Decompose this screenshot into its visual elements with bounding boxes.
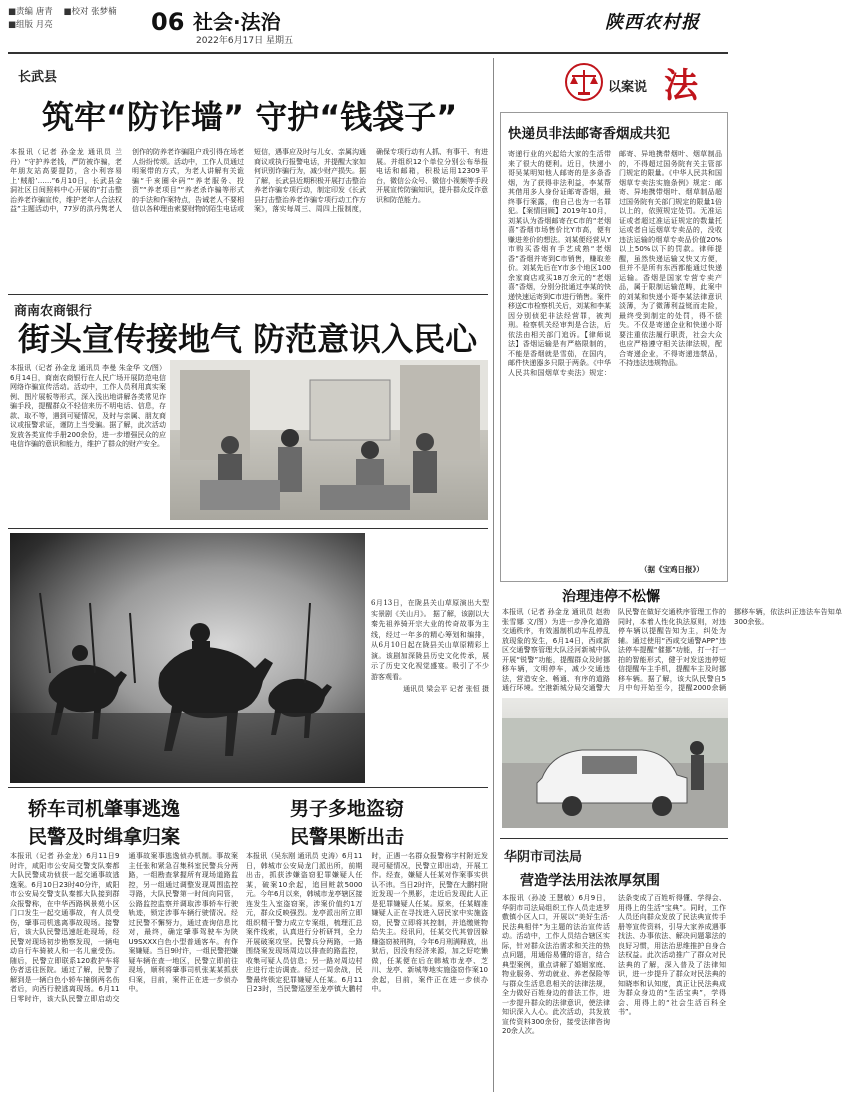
scales-icon xyxy=(564,62,604,102)
layout-credit: ■组版 月亮 xyxy=(8,20,53,30)
logo-big-char: 法 xyxy=(664,66,698,106)
headline: 筑牢“防诈墙” 守护“钱袋子” xyxy=(42,98,458,136)
divider xyxy=(500,838,728,839)
issue-date: 2022年6月17日 星期五 xyxy=(196,36,293,46)
street-campaign-photo xyxy=(170,360,488,520)
section-title: 社会·法治 xyxy=(193,10,281,34)
headline-line1: 男子多地盗窃 xyxy=(290,798,405,820)
headline-line2: 民警及时缉拿归案 xyxy=(28,826,181,848)
caption-text: 6月13日，在陇县关山草原演出大型实景剧《关山月》。 据了解，该剧以大秦先祖养骑开宗大业的传奇故事为主线，经过一年多的精心筹划和编排，从6月10日起在陇县关山草原精彩上演。该剧加深陇县历史文化传承，展示了历史文化视觉盛宴。吸引了不少游客观看。 xyxy=(371,599,489,681)
headline: 营造学法用法浓厚氛围 xyxy=(520,873,660,889)
article-body: 本报讯（记者 孙金龙 通讯员 李曼 朱金华 文/图）6月14日，商南农商银行在人民广场开展防范电信网络诈骗宣传活动。活动中，工作人员利用真实案例、图片展板等形式，深入浅出地讲解各类常见诈骗手段，提醒群众不轻信来历不明电话、信息，存款、取不等，遇到可疑情况，及时与亲属、朋友商议或报警求证，谨防上当受骗。据了解，此次活动发放各类宣传手册200余份，进一步增强民众的应电信诈骗的意识和能力，维护了群众的财产安全。 xyxy=(10,364,166,448)
logo-text: 以案说 xyxy=(608,80,648,95)
paper-logo: 陕西农村报 xyxy=(605,12,700,33)
headline: 治理违停不松懈 xyxy=(562,589,660,605)
proof-credit: ■校对 张梦楠 xyxy=(63,7,117,17)
article-body-continued: 法条变成了百姓听得懂、学得会、用得上的生活“宝典”。同时，工作人员还向群众发放了民法典宣传手册等宣传资料，引导大家养成遇事找法、办事依法、解决问题靠法的良好习惯，用法治思维推护自身合法权益。此次活动推广了群众对民法典的了解，深入普及了法律知识，进一步提升了群众对民法典的知晓率和认知度，真正让民法典成为群众身边的“生活宝典”，学得会、用得上的“社会生活百科全书”。 xyxy=(618,894,726,1016)
source-credit: （据《宝鸡日报》） xyxy=(640,565,704,574)
article-body: 本报讯（记者 孙金龙 通讯员 赵勃 张雪娜 文/图）为进一步净化道路交通秩序，有效遏制机动车乱停乱放现象的发生，6月14日，西咸新区交通警察管理大队泾河新城中队开展“锐警”功能，提醒群众及时挪移车辆，文明停车，减少交通违法，营造安全、畅通、有序的道路通行环境。空港新城分局交通警大队民警在做好交通秩序管理工作的同时，本着人性化执法原则，对违停车辆以提醒告知为主，纠处为辅。通过使用“西咸交通警APP”违法停车提醒“催挪”功能，打一打一拍的智能形式，健于对发送违停短信提醒车主手机，提醒车主及时挪移车辆。据了解，该大队民警自5月中旬开始至今，提醒2000余辆挪移车辆，依法纠正违法车告知单300余张。 xyxy=(502,608,842,692)
region-label: 长武县 xyxy=(18,70,58,85)
article-body: 本报讯（记者 孙金龙）6月11日9时许，咸阳市公安局交警支队秦都大队民警成功侦获一起交通事故逃逸案。6月10日23时40分许，咸阳市公安局交警支队秦都大队接到群众报警称，在中华西路枫景苑小区门口发生一起交通事故，有人员受伤，肇事司机逃离事故现场。接警后，该大队民警迅速赶赴现场，经民警对现场初步勘察发现，一辆电动自行车骑被人和一名儿童受伤。随后，民警立即联系120救护车将伤者送往医院。通过了解，民警了解到是一辆白色小轿车撞倒两名伤者后，向西行驶逃离现场。6月11日零时许，该大队民警立即启动交通事故案事逃逸侦办机制。事故案主任张和紧急召集科室民警兵分两路，一组勘查掌握所有现场道路监控，另一组通过调整发现周围监控寻路，大队民警第一时间向同管，公路监控监察并调取涉事轿车行驶轨迹，锁定涉事车辆行驶情况。经过民警不懈努力，通过查询信息比对，最终，确定肇事驾驶车为陕U9SXXX白色小型普通客车。有作案嫌疑。当日9时许，一组民警把嫌疑车辆在查一地区，民警立即前往现场，顺利将肇事司机张某某抓获归案，目前，案件正在进一步侦办中。 xyxy=(10,852,238,1003)
page-number: 06 xyxy=(151,8,185,36)
photo-credit: 通讯员 梁会平 记者 张恒 摄 xyxy=(403,685,489,693)
article-body: 本报讯（孙凌 王慧敏）6月9日，华阴市司法局组织工作人员走进罗敷镇小区人口，开展以“美好生活·民法典相伴”为主题的法治宣传活动。活动中，工作人员结合辖区实际，针对群众法治需求和关注的热点问题，用通俗易懂的语言，结合典型案例，重点讲解了婚姻家庭、物业服务、劳动就业、养老保险等与群众生活息息相关的法律法规，全力做好百姓身边的普法工作，进一步提升群众的法律意识，使法律知识深入人心。此次活动，共发放宣传资料300余份，接受法律咨询20余人次。 xyxy=(502,894,610,1035)
divider xyxy=(8,294,488,295)
region-label: 商南农商银行 xyxy=(14,304,93,319)
horse-drama-photo xyxy=(10,533,365,783)
headline-line2: 民警果断出击 xyxy=(290,826,405,848)
article-body: 寄递行业的兴起给大家的生活带来了很大的便利。近日，快递小哥吴某明知他人邮寄的是多条香烟，为了获得非法利益，李某帮其借用多人身份证邮寄香烟，最终事行案露，他自己也为一名罪犯。【案情回顾】2019年10月，刘某认为香烟邮寄在C市的“老烟喜”香烟市场售价比Y市高，便有赚进差价的想法。刘某便经营从Y市购买香烟有手艺成熟“老烟香”香烟并寄到C市销售，赚取差价。刘某先后在Y市多个地区100余家商店或买18万余元的“老烟喜”香烟，分别分批通过李某的快递快速运寄到C市进行销售。案件移送C市检察机关后，刘某和李某因分别侦犯非法经营罪，被判刑。检察机关经审判是合法，后依法由相关部门追诉。【律师说法】香烟运输是有严格限制的，不能是香烟就是雪茄，在国内，邮件快递器多只限于两条。《中华人民共和国烟草专卖法》规定：邮寄、异地携带烟叶、烟草制品的，不得超过国务院有关主管部门规定的限量。《中华人民共和国烟草专卖法实施条例》规定：邮寄、异地携带烟叶、烟草制品超过国务院有关部门规定的限量1倍以上的，依照规定处罚。无准运证或者超过准运证规定的数量托运或者自运烟草专卖品的，没收违法运输的烟草专卖品价值20%以上50%以下的罚款。律师提醒，虽然快递运输又快又方便，但并不是所有东西都能通过快递运输。香烟是国家专营专卖产品，属于限制运输范畴，此案中的刘某和快递小哥李某法律意识淡薄，为了微薄利益铤而走险，最终受到制定的处罚，得不偿失。不仅是寄递企业和快递小哥要注重依法履行职责，社会大众也应严格遵守相关法律法规，配合寄递企业，不得寄递违禁品，不持违法违规物品。 xyxy=(508,150,722,377)
editor-credit: ■责编 唐青 xyxy=(8,7,53,17)
headline: 快递员非法邮寄香烟成共犯 xyxy=(508,126,670,142)
traffic-police-photo xyxy=(502,698,728,828)
headline-line1: 轿车司机肇事逃逸 xyxy=(28,798,181,820)
article-body: 本报讯（记者 孙金龙 通讯员 兰丹）“守护养老钱，严防被诈骗，老年朋友站高要提防，含小利容易上‘贼船’……”6月10日，长武县金洞社区日间照料中心开展的“打击整治养老诈骗宣传，维护老年人合法权益”主题活动中，77岁的洪丹隽老人创作的防养老诈骗阻户戏引得在场老人纷纷传颂。活动中，工作人员通过明案带的方式，为老人讲解有关诡骗“千亥圈伞码”“养老服务、投资”“养老项目”“养老杀诈骗等形式的手法和作案特点，告诫老人不要相信以各种理由索要财物的陌生电话或短信，遇事应及时与儿女、亲属沟通商议或执行报警电话，并提醒大家如何识别诈骗行为，减少财产损失。据了解，长武县近期积极开展打击整治养老诈骗专项行动，制定印发《长武县打击整治养老诈骗专项行动工作方案》，落实每周三、周四上报制度，确保专项行动有人抓、有事干、有进展。并组织12个单位分别公布举报电话和邮箱，积极运用12309平台，微信公众号、微信小视频等手段开展宣传防骗知识，提升群众反诈意识和防范能力。 xyxy=(10,148,488,213)
article-body: 本报讯（吴东刚 通讯员 史涛）6月11日，韩城市公安局龙门派出所，前期出击，抓获涉嫌盗窃犯罪嫌疑人任某，破案10余起，追回赃款5000元。今年6月以来，韩城市龙亭辖区接连发生入室盗窃案，涉案价值约1万元，群众反映强烈。龙亭派出所立即组织精干警力成立专案组，梳理汇总案件线索，认真进行分析研判，全力开展破案攻坚。民警兵分两路，一路围绕案发现场周边以排查的路监控，收集可疑人员信息；另一路对周边村庄进行走访调查。经过一周余战，民警最终锁定犯罪嫌疑人任某。6月11日23时，当民警巡逻至龙亭镇大鹏村时，正遇一名群众报警称宇村附近发现可疑情况，民警立即出动，开展工作。经查，嫌疑人任某对作案事实供认不讳。当日2时许，民警在大鹏村附近发现一个黑影，走近后发现此人正是犯罪嫌疑人任某。原来，任某瞄准嫌疑人正在寻找进入居民家中实施盗窃，民警立即将其控制，并追缴赃物给失主。经讯问，任某交代其曾因躲赚盗窃被刑拘，今年6月刑满释放，出狱后，因没有经济来源，加之好吃懒做，任某便在后在韩城市龙亭、芝川、龙亭、新城等地实施盗窃作案10余起，目前，案件正在进一步侦办中。 xyxy=(246,852,488,993)
divider xyxy=(8,528,488,529)
case-law-logo xyxy=(560,58,728,108)
photo-caption xyxy=(371,598,489,778)
region-label: 华阴市司法局 xyxy=(504,850,583,865)
masthead-rule xyxy=(8,52,728,54)
divider xyxy=(8,787,488,788)
column-separator xyxy=(493,58,494,1092)
headline: 街头宣传接地气 防范意识入民心 xyxy=(18,320,478,358)
